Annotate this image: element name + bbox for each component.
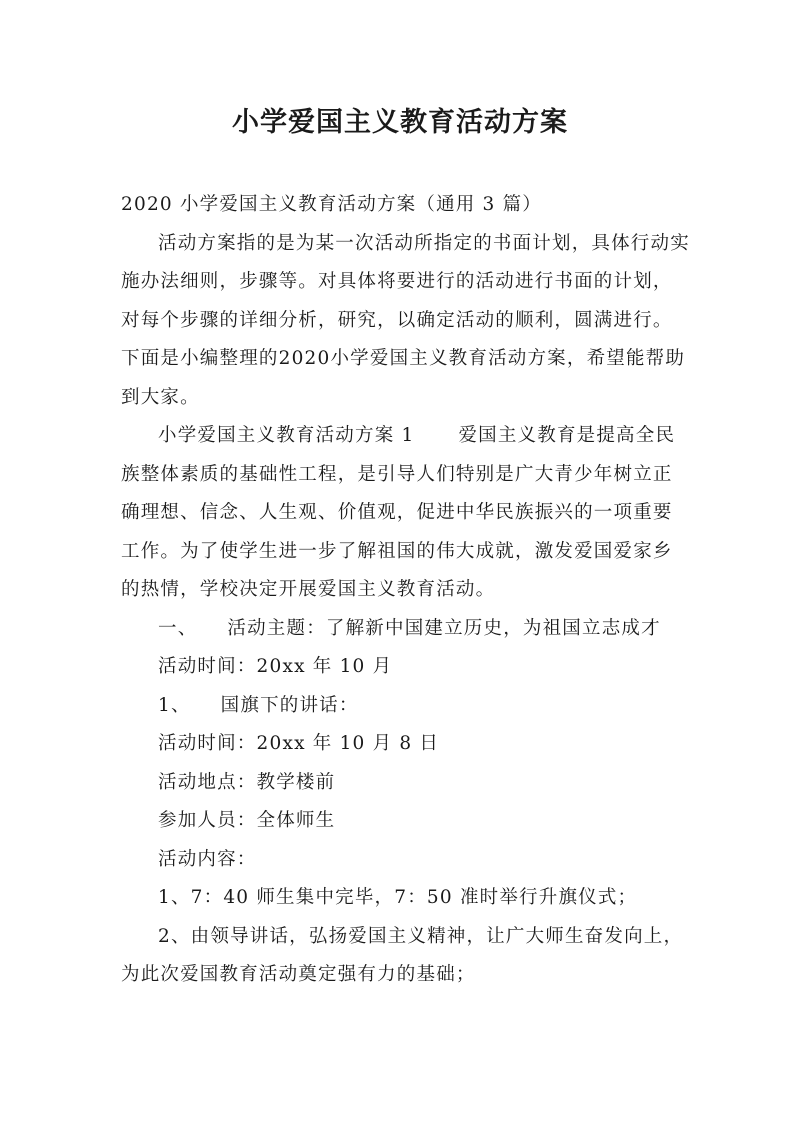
activity-time: 活动时间：20xx 年 10 月 xyxy=(158,656,393,677)
item1-time: 活动时间：20xx 年 10 月 8 日 xyxy=(158,733,440,754)
theme-number: 一、 xyxy=(158,617,198,639)
document-subtitle: 2020 小学爱国主义教育活动方案（通用 3 篇） xyxy=(121,194,542,215)
section-heading: 小学爱国主义教育活动方案 1 xyxy=(158,425,415,446)
theme-text: 活动主题：了解新中国建立历史，为祖国立志成才 xyxy=(227,617,661,639)
intro-paragraph: 活动方案指的是为某一次活动所指定的书面计划，具体行动实施办法细则，步骤等。对具体将要进行的活动进行书面的计划，对每个步骤的详细分析，研究，以确定活动的顺利，圆满进行。下面是小编整理的2020小学爱国主义教育活动方案，希望能帮助到大家。 xyxy=(121,232,690,408)
section-intro: 爱国主义教育是提高全民族整体素质的基础性工程，是引导人们特别是广大青少年树立正确理想、信念、人生观、价值观，促进中华民族振兴的一项重要工作。为了使学生进一步了解祖国的伟大成就，激发爱国爱家乡的热情，学校决定开展爱国主义教育活动。 xyxy=(121,425,676,600)
document-body xyxy=(121,186,691,995)
item1-content-label: 活动内容： xyxy=(158,848,257,870)
section-paragraph xyxy=(121,417,691,610)
item1-line xyxy=(121,687,691,726)
item1-number: 1、 xyxy=(158,694,191,716)
content-item-2: 2、由领导讲话，弘扬爱国主义精神，让广大师生奋发向上，为此次爱国教育活动奠定强有力的基础； xyxy=(121,925,684,985)
item1-text: 国旗下的讲话： xyxy=(220,694,359,716)
item1-place: 活动地点：教学楼前 xyxy=(158,771,336,793)
document-title: 小学爱国主义教育活动方案 xyxy=(232,107,568,138)
theme-paragraph xyxy=(121,610,691,649)
item1-people: 参加人员：全体师生 xyxy=(158,810,336,831)
content-item-1: 1、7：40 师生集中完毕，7：50 准时举行升旗仪式； xyxy=(158,887,638,908)
